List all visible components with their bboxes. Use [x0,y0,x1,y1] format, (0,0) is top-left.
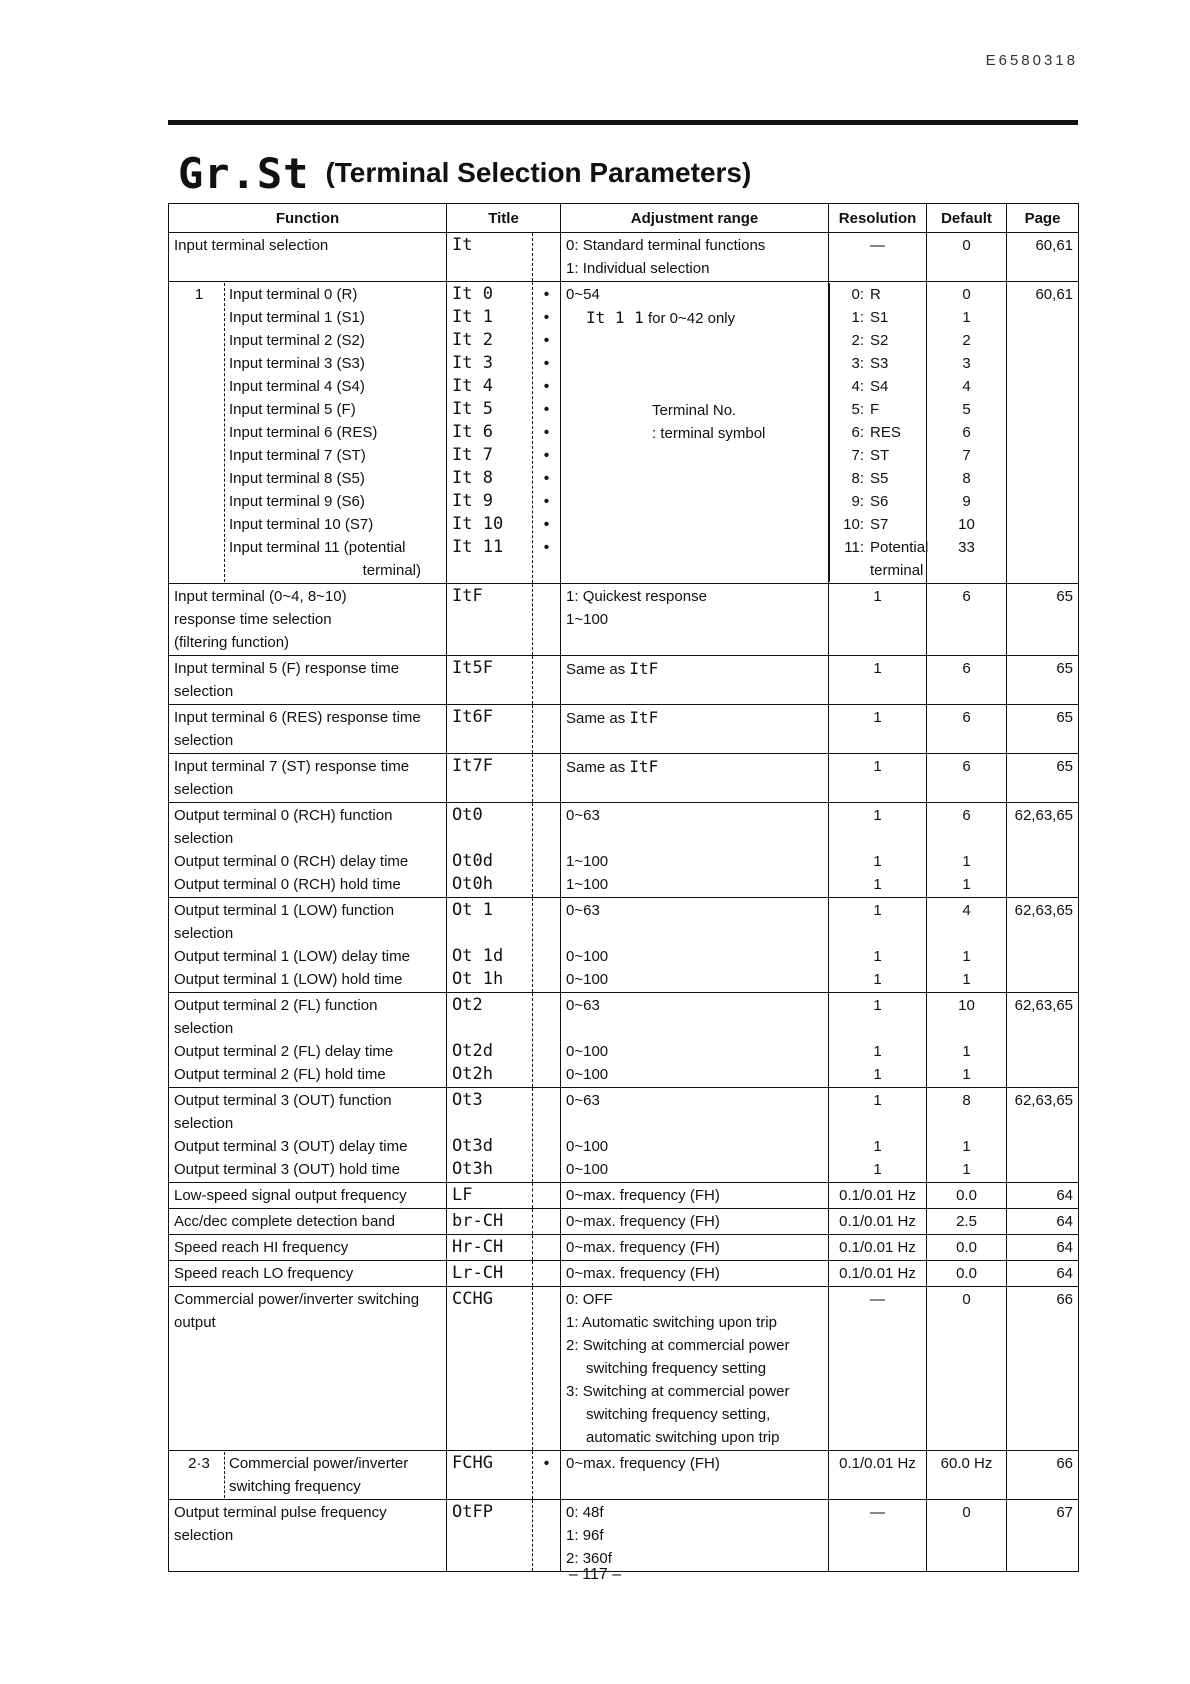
table-row [169,898,1079,993]
range-cell: 0~max. frequency (FH) [561,1451,829,1500]
resolution-cell: 0: R 1: S1 2: S2 3: S3 4: S4 5: F 6: RES 7: ST 8: S5 9: S6 10: S7 11: Potential terminal [829,282,927,584]
marker-cell [533,656,561,705]
table-row [169,754,1079,803]
default-cell: 60.0 Hz [927,1451,1007,1500]
resolution-cell: 0.1/0.01 Hz [829,1261,927,1287]
column-header: Resolution [829,204,927,233]
default-cell: 0.0 [927,1235,1007,1261]
function-cell: Acc/dec complete detection band [169,1209,447,1235]
default-cell: 0 1 2 3 4 5 6 7 8 9 10 33 [927,282,1007,584]
function-cell: Output terminal 1 (LOW) function selection Output terminal 1 (LOW) delay time Output terminal 1 (LOW) hold time [169,898,447,993]
column-header: Title [447,204,561,233]
default-cell: 6 [927,705,1007,754]
table-row [169,1235,1079,1261]
table-row [169,803,1079,898]
table-row [169,1500,1079,1572]
function-cell: Commercial power/inverter switching output [169,1287,447,1451]
function-cell: Input terminal 7 (ST) response time selection [169,754,447,803]
function-cell: Output terminal 3 (OUT) function selection Output terminal 3 (OUT) delay time Output terminal 3 (OUT) hold time [169,1088,447,1183]
default-cell: 4 1 1 [927,898,1007,993]
title-cell: CCHG [447,1287,533,1451]
marker-cell [533,1287,561,1451]
marker-cell [533,993,561,1088]
function-cell: Speed reach LO frequency [169,1261,447,1287]
resolution-cell: 1 [829,705,927,754]
title-cell: Ot 1 Ot 1d Ot 1h [447,898,533,993]
table-row [169,1183,1079,1209]
table-row [169,656,1079,705]
default-cell: 6 [927,584,1007,656]
default-cell: 0 [927,233,1007,282]
range-cell: 0: OFF 1: Automatic switching upon trip 2: Switching at commercial power switching frequency setting 3: Switching at commercial power switching frequency setting, automatic switching upon trip [561,1287,829,1451]
column-header: Adjustment range [561,204,829,233]
page-title: (Terminal Selection Parameters) [325,157,752,188]
function-cell: Low-speed signal output frequency [169,1183,447,1209]
range-cell: 0: 48f 1: 96f 2: 360f [561,1500,829,1572]
page-cell: 66 [1007,1287,1079,1451]
marker-cell [533,233,561,282]
function-cell: Input terminal 6 (RES) response time selection [169,705,447,754]
table-row [169,705,1079,754]
marker-cell [533,1261,561,1287]
range-cell: 0: Standard terminal functions 1: Individual selection [561,233,829,282]
resolution-cell: 1 [829,656,927,705]
title-cell: OtFP [447,1500,533,1572]
brace-mark [829,283,830,582]
resolution-cell: 0.1/0.01 Hz [829,1183,927,1209]
range-cell: 0~max. frequency (FH) [561,1261,829,1287]
range-cell: 0~max. frequency (FH) [561,1235,829,1261]
column-header: Default [927,204,1007,233]
title-cell: It6F [447,705,533,754]
function-cell: Input terminal (0~4, 8~10) response time selection (filtering function) [169,584,447,656]
title-cell: It [447,233,533,282]
default-cell: 0.0 [927,1183,1007,1209]
default-cell: 6 [927,754,1007,803]
default-cell: 6 [927,656,1007,705]
function-cell: Output terminal 0 (RCH) function selection Output terminal 0 (RCH) delay time Output terminal 0 (RCH) hold time [169,803,447,898]
range-cell: 0~54 It 1 1 for 0~42 only Terminal No. : terminal symbol [561,282,829,584]
page-heading [178,148,751,198]
page-number: – 117 – [568,1566,622,1583]
marker-cell [533,705,561,754]
title-cell: Ot3 Ot3d Ot3h [447,1088,533,1183]
sub-index: 1 [194,286,204,303]
function-cell: Speed reach HI frequency [169,1235,447,1261]
resolution-cell: — [829,1287,927,1451]
resolution-cell: — [829,233,927,282]
marker-cell [533,584,561,656]
title-cell: It5F [447,656,533,705]
page-cell: 62,63,65 [1007,898,1079,993]
range-cell: 0~63 0~100 0~100 [561,993,829,1088]
default-cell: 8 1 1 [927,1088,1007,1183]
title-cell: ItF [447,584,533,656]
table-row [169,282,1079,584]
top-rule [168,120,1078,125]
resolution-cell: 1 1 1 [829,803,927,898]
default-cell: 2.5 [927,1209,1007,1235]
title-cell: It7F [447,754,533,803]
page-cell: 64 [1007,1183,1079,1209]
title-cell: Ot2 Ot2d Ot2h [447,993,533,1088]
marker-cell: • • • • • • • • • • • • [533,282,561,584]
document-code: E6580318 [985,52,1078,69]
page-cell: 64 [1007,1235,1079,1261]
page-cell: 64 [1007,1209,1079,1235]
title-cell: FCHG [447,1451,533,1500]
marker-cell: • [533,1451,561,1500]
title-cell: It 0 It 1 It 2 It 3 It 4 It 5 It 6 It 7 It 8 It 9 It 10 It 11 [447,282,533,584]
page-cell: 65 [1007,705,1079,754]
page-cell: 62,63,65 [1007,993,1079,1088]
default-cell: 10 1 1 [927,993,1007,1088]
title-cell: Lr-CH [447,1261,533,1287]
table-row [169,993,1079,1088]
parameter-table [168,203,1079,1572]
table-row [169,1451,1079,1500]
range-cell: 1: Quickest response 1~100 [561,584,829,656]
resolution-cell: 1 1 1 [829,1088,927,1183]
title-cell: Ot0 Ot0d Ot0h [447,803,533,898]
range-cell: 0~63 0~100 0~100 [561,1088,829,1183]
range-cell: Same as ItF [561,656,829,705]
resolution-cell: 0.1/0.01 Hz [829,1235,927,1261]
title-cell: Hr-CH [447,1235,533,1261]
group-code: Gr.St [178,148,310,198]
table-row [169,1088,1079,1183]
column-header: Page [1007,204,1079,233]
default-cell: 6 1 1 [927,803,1007,898]
function-cell: Input terminal selection [169,233,447,282]
resolution-cell: — [829,1500,927,1572]
sub-index: 2·3 [188,1455,210,1472]
page-cell: 67 [1007,1500,1079,1572]
resolution-cell: 1 1 1 [829,993,927,1088]
marker-cell [533,1500,561,1572]
title-cell: LF [447,1183,533,1209]
function-cell: 1 Input terminal 0 (R) Input terminal 1 (S1) Input terminal 2 (S2) Input terminal 3 (S3) Input terminal 4 (S4) Input terminal 5 (F) Input terminal 6 (RES) Input terminal 7 (ST) Input terminal 8 (S5) Input terminal 9 (S6) Input terminal 10 (S7) Input terminal 11 (potential terminal) [169,282,447,584]
page-cell: 62,63,65 [1007,1088,1079,1183]
range-cell: Same as ItF [561,705,829,754]
marker-cell [533,1183,561,1209]
title-cell: br-CH [447,1209,533,1235]
marker-cell [533,1235,561,1261]
page-cell: 66 [1007,1451,1079,1500]
column-header: Function [169,204,447,233]
page-cell: 64 [1007,1261,1079,1287]
table-row [169,233,1079,282]
table-header-row [169,204,1079,233]
resolution-cell: 1 [829,584,927,656]
range-cell: 0~max. frequency (FH) [561,1183,829,1209]
table-row [169,1209,1079,1235]
default-cell: 0 [927,1287,1007,1451]
table-row [169,1287,1079,1451]
marker-cell [533,803,561,898]
function-cell: Input terminal 5 (F) response time selection [169,656,447,705]
function-cell: Output terminal pulse frequency selection [169,1500,447,1572]
function-cell: 2·3 Commercial power/inverter switching frequency [169,1451,447,1500]
table-row [169,584,1079,656]
resolution-cell: 0.1/0.01 Hz [829,1209,927,1235]
range-cell: Same as ItF [561,754,829,803]
page-cell: 65 [1007,584,1079,656]
default-cell: 0.0 [927,1261,1007,1287]
resolution-cell: 1 1 1 [829,898,927,993]
default-cell: 0 [927,1500,1007,1572]
resolution-cell: 0.1/0.01 Hz [829,1451,927,1500]
marker-cell [533,1088,561,1183]
page-cell: 60,61 [1007,282,1079,584]
marker-cell [533,898,561,993]
marker-cell [533,1209,561,1235]
resolution-cell: 1 [829,754,927,803]
page-cell: 60,61 [1007,233,1079,282]
page-cell: 62,63,65 [1007,803,1079,898]
page-cell: 65 [1007,754,1079,803]
page-cell: 65 [1007,656,1079,705]
range-cell: 0~max. frequency (FH) [561,1209,829,1235]
function-cell: Output terminal 2 (FL) function selection Output terminal 2 (FL) delay time Output terminal 2 (FL) hold time [169,993,447,1088]
marker-cell [533,754,561,803]
range-cell: 0~63 1~100 1~100 [561,803,829,898]
table-row [169,1261,1079,1287]
range-cell: 0~63 0~100 0~100 [561,898,829,993]
